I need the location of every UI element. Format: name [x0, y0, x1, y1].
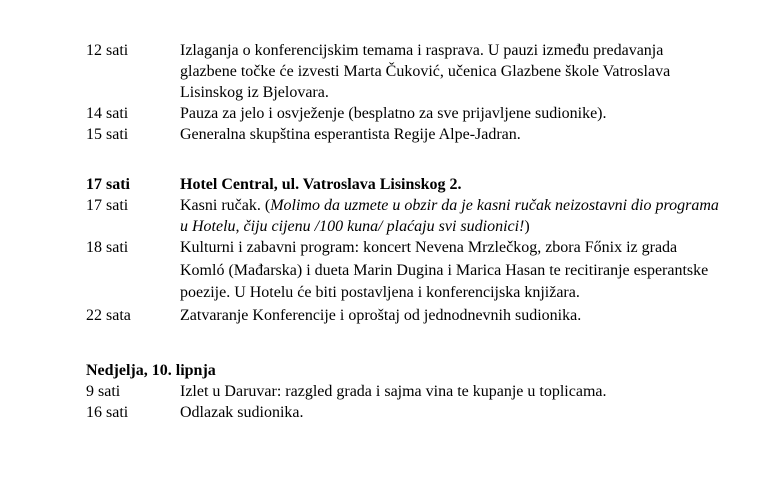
day-heading: [86, 360, 767, 381]
schedule-time: 9 sati: [86, 382, 121, 400]
schedule-row: [86, 305, 767, 326]
schedule-time: 14 sati: [86, 105, 129, 122]
schedule-row-heading: [86, 174, 767, 195]
section-gap: [86, 326, 767, 360]
schedule-time: 18 sati: [86, 239, 129, 256]
schedule-text: Izlet u Daruvar: razgled grada i sajma vina te kupanje u toplicama.: [180, 382, 607, 400]
schedule-row: [86, 124, 767, 145]
schedule-text: [180, 195, 720, 237]
schedule-time: 16 sati: [86, 403, 129, 421]
schedule-row: [86, 195, 767, 237]
schedule-time: 15 sati: [86, 126, 129, 143]
schedule-text: Generalna skupština esperantista Regije Alpe-Jadran.: [180, 126, 521, 143]
schedule-time: 17 sati: [86, 197, 129, 214]
schedule-time: 12 sati: [86, 42, 129, 59]
schedule-text: Pauza za jelo i osvježenje (besplatno za sve prijavljene sudionike).: [180, 105, 607, 122]
italic-note: Molimo da uzmete u obzir da je kasni ručak neizostavni dio programa u Hotelu, čiju cijenu /100 kuna/ plaćaju svi sudionici!: [180, 197, 719, 235]
schedule-row: [86, 237, 767, 305]
schedule-time: 17 sati: [86, 176, 130, 193]
schedule-row: [86, 402, 767, 423]
venue-heading: Hotel Central, ul. Vatroslava Lisinskog 2.: [180, 176, 462, 193]
day-heading-text: Nedjelja, 10. lipnja: [86, 361, 216, 379]
schedule-text: Kulturni i zabavni program: koncert Nevena Mrzlečkog, zbora Főnix iz grada Komló (Mađarska) i dueta Marin Dugina i Marica Hasan te recitiranje esperantske poezije. U Hotelu će biti postavljena i konferencijska knjižara.: [180, 239, 709, 301]
schedule-time: 22 sata: [86, 306, 131, 324]
schedule-text: Odlazak sudionika.: [180, 403, 304, 421]
schedule-text: Zatvaranje Konferencije i oproštaj od jednodnevnih sudionika.: [180, 306, 582, 324]
text-prefix: Kasni ručak. (: [180, 197, 271, 214]
schedule-row: [86, 103, 767, 124]
schedule-row: [86, 381, 767, 402]
section-gap: [86, 145, 767, 174]
text-suffix: ): [524, 218, 530, 235]
schedule-text: Izlaganja o konferencijskim temama i rasprava. U pauzi između predavanja glazbene točke će izvesti Marta Čuković, učenica Glazbene škole Vatroslava Lisinskog iz Bjelovara.: [180, 42, 671, 101]
schedule-row: [86, 40, 767, 103]
